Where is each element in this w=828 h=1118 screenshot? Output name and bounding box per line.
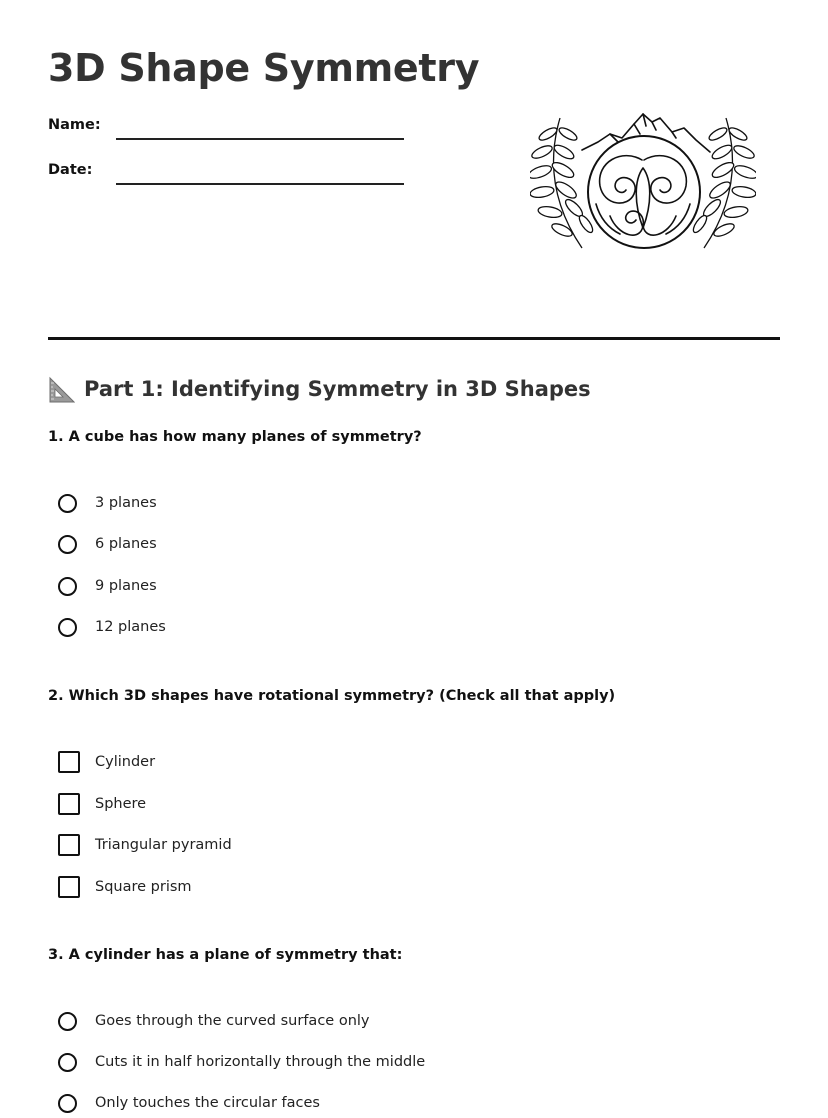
name-field[interactable] [116,138,404,140]
section-divider [48,337,780,340]
radio-button[interactable] [58,1012,77,1031]
worksheet-title: 3D Shape Symmetry [48,46,480,90]
question-1: 1. A cube has how many planes of symmetry? [48,429,422,445]
option-label: 9 planes [95,578,157,594]
q2-option-square-prism[interactable] [58,875,192,899]
question-2: 2. Which 3D shapes have rotational symmetry? (Check all that apply) [48,688,616,704]
option-label: Goes through the curved surface only [95,1013,370,1029]
part1-title: Part 1: Identifying Symmetry in 3D Shapes [84,377,591,401]
checkbox[interactable] [58,834,80,856]
radio-button[interactable] [58,618,77,637]
q3-option-horizontal-middle[interactable] [58,1050,426,1074]
mountain-fern-koru-emblem-icon [530,108,756,260]
q1-option-9-planes[interactable] [58,574,157,598]
q2-option-triangular-pyramid[interactable] [58,833,232,857]
checkbox[interactable] [58,751,80,773]
part1-heading [48,374,591,404]
q1-option-12-planes[interactable] [58,615,166,639]
option-label: 6 planes [95,536,157,552]
q1-option-3-planes[interactable] [58,491,157,515]
option-label: Cylinder [95,754,156,770]
radio-button[interactable] [58,494,77,513]
date-field[interactable] [116,183,404,185]
option-label: Cuts it in half horizontally through the middle [95,1054,426,1070]
option-label: Only touches the circular faces [95,1095,320,1111]
option-label: 12 planes [95,619,166,635]
checkbox[interactable] [58,793,80,815]
option-label: 3 planes [95,495,157,511]
q2-option-cylinder[interactable] [58,750,156,774]
q1-option-6-planes[interactable] [58,532,157,556]
name-label: Name: [48,117,101,133]
question-3: 3. A cylinder has a plane of symmetry that: [48,947,403,963]
q2-option-sphere[interactable] [58,792,147,816]
q3-option-circular-faces[interactable] [58,1091,320,1115]
radio-button[interactable] [58,1053,77,1072]
set-square-ruler-icon [48,376,75,403]
option-label: Sphere [95,796,147,812]
checkbox[interactable] [58,876,80,898]
radio-button[interactable] [58,1094,77,1113]
option-label: Triangular pyramid [95,837,232,853]
radio-button[interactable] [58,577,77,596]
radio-button[interactable] [58,535,77,554]
date-label: Date: [48,162,93,178]
option-label: Square prism [95,879,192,895]
q3-option-curved-surface[interactable] [58,1009,370,1033]
